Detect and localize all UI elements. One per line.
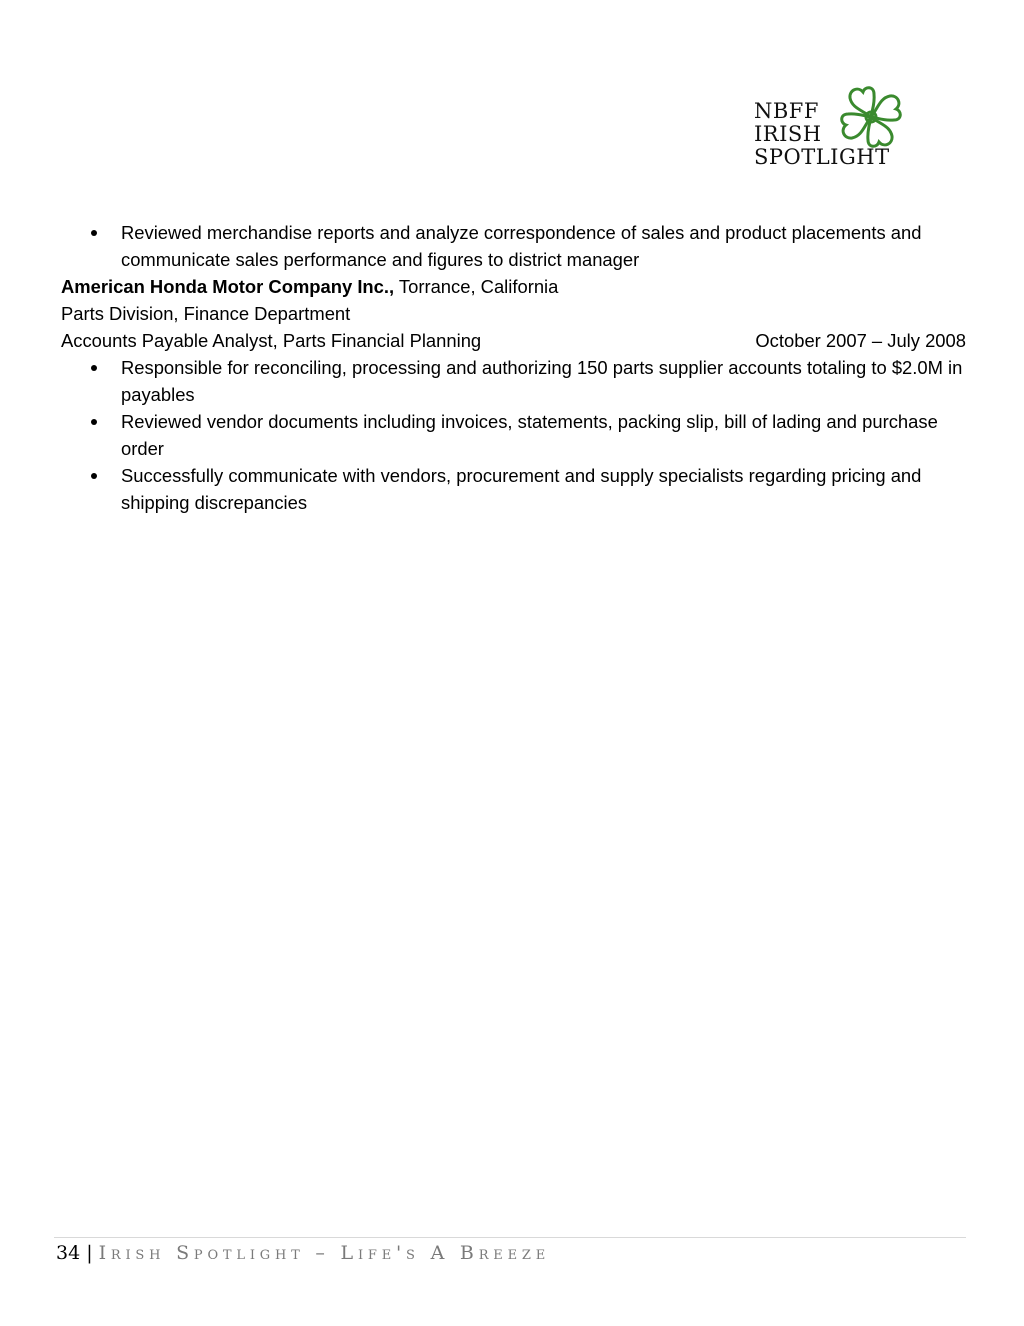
bullet-dot-icon	[91, 473, 97, 479]
company-line	[61, 273, 966, 300]
resume-content	[61, 219, 966, 516]
bullet-text: Reviewed vendor documents including invoices, statements, packing slip, bill of lading and purchase order	[121, 411, 938, 459]
bullet-dot-icon	[91, 419, 97, 425]
bullet-item	[61, 354, 966, 408]
footer-divider	[54, 1237, 966, 1238]
footer-tagline: Irish Spotlight – Life's A Breeze	[98, 1242, 550, 1264]
bullet-dot-icon	[91, 230, 97, 236]
bullet-text: Responsible for reconciling, processing and authorizing 150 parts supplier accounts totaling to $2.0M in payables	[121, 357, 963, 405]
bullet-dot-icon	[91, 365, 97, 371]
company-name: American Honda Motor Company Inc.,	[61, 276, 395, 297]
division-line: Parts Division, Finance Department	[61, 303, 351, 324]
job-title: Accounts Payable Analyst, Parts Financial Planning	[61, 330, 482, 351]
bullet-text: Reviewed merchandise reports and analyze correspondence of sales and product placements and communicate sales performance and figures to district manager	[121, 222, 922, 270]
nbff-irish-spotlight-logo	[748, 80, 908, 180]
logo-line-irish: IRISH	[754, 122, 822, 146]
job-title-row	[61, 327, 966, 354]
footer-separator: |	[86, 1242, 93, 1264]
job-dates: October 2007 – July 2008	[755, 330, 966, 351]
page-footer	[56, 1241, 550, 1265]
logo-line-nbff: NBFF	[754, 99, 819, 123]
bullet-item	[61, 462, 966, 516]
bullet-text: Successfully communicate with vendors, procurement and supply specialists regarding pricing and shipping discrepancies	[121, 465, 922, 513]
bullet-item	[61, 219, 966, 273]
company-location: Torrance, California	[394, 276, 559, 297]
shamrock-icon	[834, 80, 908, 154]
logo-line-spotlight: SPOTLIGHT	[754, 145, 890, 169]
page-number: 34	[56, 1242, 81, 1264]
bullet-item	[61, 408, 966, 462]
